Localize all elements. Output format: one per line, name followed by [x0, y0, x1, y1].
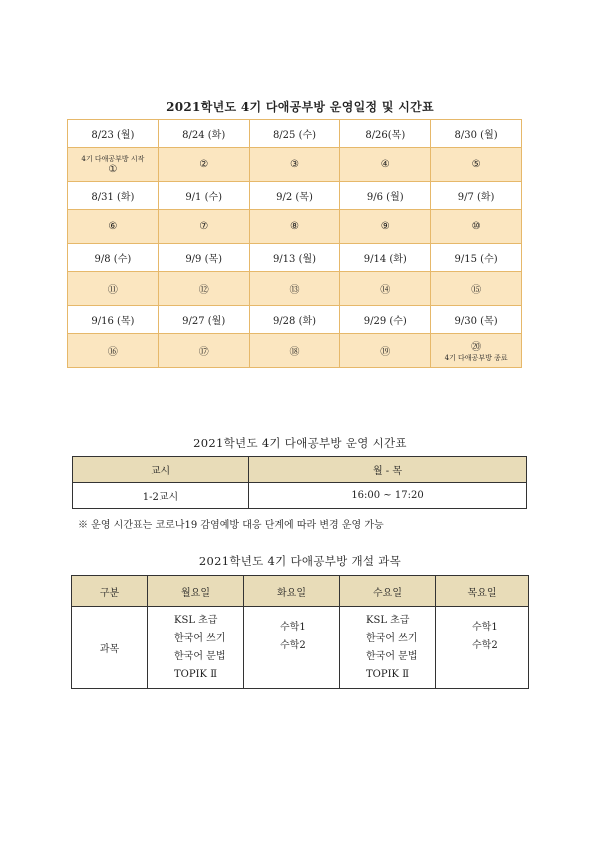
session-number: ②: [199, 159, 209, 170]
timetable-header-row: [73, 457, 527, 483]
subject-item: 수학2: [472, 640, 498, 651]
session-number: ⑰: [198, 347, 209, 358]
subject-item: 한국어 문법: [366, 650, 418, 662]
session-cell: [431, 210, 522, 244]
session-cell: [68, 334, 159, 368]
session-cell: [431, 272, 522, 306]
date-cell: 8/31 (화): [68, 182, 159, 210]
session-number: ⑭: [380, 285, 391, 296]
header-tuesday: 화요일: [244, 576, 340, 607]
header-period: 교시: [73, 457, 249, 483]
session-cell: [158, 148, 249, 182]
subject-item: TOPIK Ⅱ: [174, 668, 217, 680]
header-monday: 월요일: [148, 576, 244, 607]
date-cell: 9/13 (월): [249, 244, 340, 272]
date-cell: 9/30 (목): [431, 306, 522, 334]
session-number: ⑦: [199, 221, 209, 232]
thursday-subjects: [436, 607, 529, 689]
subject-item: KSL 초급: [366, 614, 410, 626]
subjects-table: [71, 575, 529, 689]
session-cell: [249, 272, 340, 306]
schedule-note: ※ 운영 시간표는 코로나19 감염예방 대응 단계에 따라 변경 운영 가능: [78, 520, 384, 531]
date-cell: 9/28 (화): [249, 306, 340, 334]
session-number: ⑥: [108, 221, 118, 232]
subject-item: 한국어 쓰기: [366, 632, 418, 644]
subject-item: 한국어 문법: [174, 650, 226, 662]
date-cell: 9/2 (목): [249, 182, 340, 210]
schedule-table: [67, 119, 522, 368]
schedule-title: 2021학년도 4기 다애공부방 운영일정 및 시간표: [166, 100, 434, 114]
session-cell: [158, 334, 249, 368]
timetable-row: [73, 483, 527, 509]
date-cell: 9/15 (수): [431, 244, 522, 272]
tuesday-subjects: [244, 607, 340, 689]
session-number: ⑱: [289, 347, 300, 358]
date-cell: 9/7 (화): [431, 182, 522, 210]
date-cell: 8/30 (월): [431, 120, 522, 148]
date-row: [68, 244, 522, 272]
timetable: [72, 456, 527, 509]
session-cell: [431, 334, 522, 368]
subjects-title: 2021학년도 4기 다애공부방 개설 과목: [198, 554, 402, 568]
session-cell: [340, 272, 431, 306]
wednesday-subjects: [340, 607, 436, 689]
session-cell: [68, 210, 159, 244]
date-cell: 9/29 (수): [340, 306, 431, 334]
header-days: 월 - 목: [249, 457, 527, 483]
session-number: ③: [290, 159, 299, 170]
date-row: [68, 182, 522, 210]
timetable-title: 2021학년도 4기 다애공부방 운영 시간표: [193, 436, 407, 450]
time-cell: 16:00 ~ 17:20: [249, 483, 527, 509]
session-cell: [431, 148, 522, 182]
date-cell: 9/6 (월): [340, 182, 431, 210]
session-cell: [340, 148, 431, 182]
subject-item: 수학2: [280, 640, 306, 651]
session-cell: [340, 334, 431, 368]
session-cell: [158, 210, 249, 244]
subject-item: KSL 초급: [174, 614, 218, 626]
date-cell: 9/1 (수): [158, 182, 249, 210]
date-cell: 9/9 (목): [158, 244, 249, 272]
session-cell: [68, 148, 159, 182]
session-number: ⑪: [107, 285, 118, 296]
session-number: ⑬: [289, 285, 300, 296]
session-number: ⑯: [107, 347, 118, 358]
session-number: ④: [380, 159, 390, 170]
date-cell: 9/16 (목): [68, 306, 159, 334]
session-row: [68, 210, 522, 244]
subject-item: 수학1: [472, 622, 498, 633]
date-cell: 8/24 (화): [158, 120, 249, 148]
session-number: ⑩: [471, 221, 481, 232]
period-cell: 1-2교시: [73, 483, 249, 509]
monday-subjects: [148, 607, 244, 689]
date-cell: 8/25 (수): [249, 120, 340, 148]
session-cell: [340, 210, 431, 244]
subject-item: TOPIK Ⅱ: [366, 668, 409, 680]
subjects-header-row: [72, 576, 529, 607]
session-cell: [249, 334, 340, 368]
date-cell: 8/23 (월): [68, 120, 159, 148]
session-cell: [158, 272, 249, 306]
session-row: [68, 272, 522, 306]
subject-item: 한국어 쓰기: [174, 632, 226, 644]
session-number: ⑤: [471, 159, 481, 170]
row-label: 과목: [72, 607, 148, 689]
session-number: ⑮: [471, 285, 482, 296]
date-cell: 8/26(목): [340, 120, 431, 148]
header-thursday: 목요일: [436, 576, 529, 607]
date-cell: 9/27 (월): [158, 306, 249, 334]
subjects-row: [72, 607, 529, 689]
session-number: ⑫: [198, 285, 209, 296]
session-row: [68, 334, 522, 368]
session-cell: [249, 210, 340, 244]
session-number: ⑲: [380, 347, 391, 358]
subject-item: 수학1: [280, 622, 306, 633]
session-number: ①: [108, 164, 118, 175]
date-row: [68, 120, 522, 148]
session-number: ⑳: [471, 342, 482, 353]
session-number: ⑧: [290, 221, 299, 232]
date-row: [68, 306, 522, 334]
session-cell: [249, 148, 340, 182]
header-category: 구분: [72, 576, 148, 607]
session-number: ⑨: [380, 221, 390, 232]
session-note: 4기 다애공부방 종료: [444, 354, 508, 362]
header-wednesday: 수요일: [340, 576, 436, 607]
date-cell: 9/8 (수): [68, 244, 159, 272]
session-row: [68, 148, 522, 182]
session-cell: [68, 272, 159, 306]
date-cell: 9/14 (화): [340, 244, 431, 272]
session-note: 4기 다애공부방 시작: [81, 155, 145, 163]
